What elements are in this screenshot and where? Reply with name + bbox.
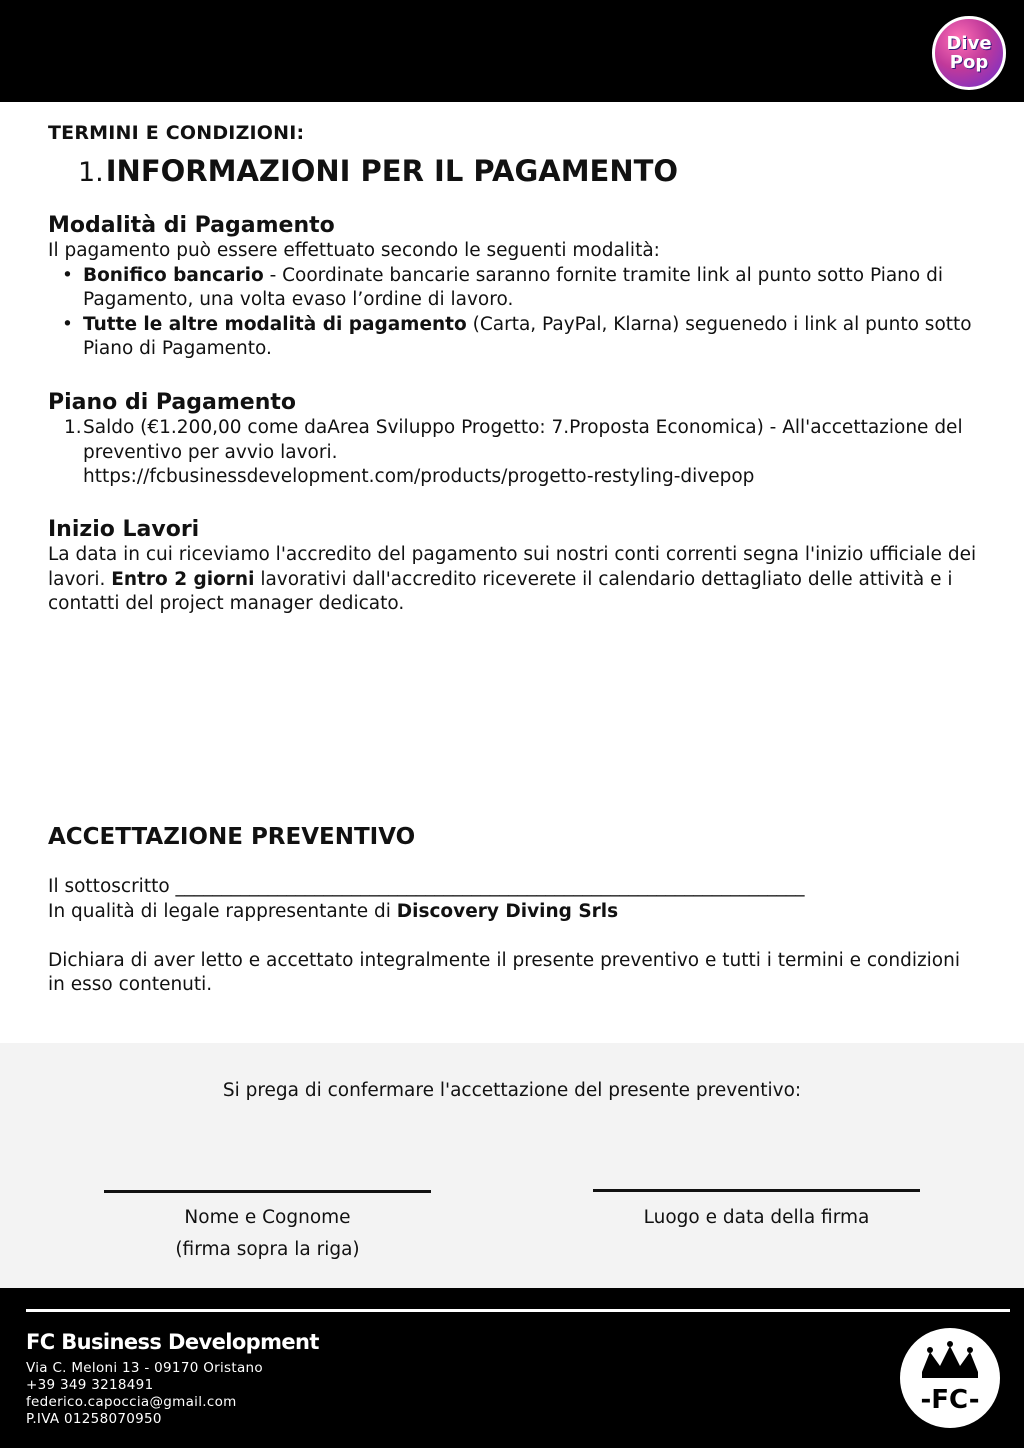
payment-plan-heading: Piano di Pagamento <box>48 390 297 415</box>
acceptance-body <box>48 875 978 998</box>
section-heading <box>78 154 678 188</box>
name-label: Nome e Cognome <box>184 1207 351 1228</box>
plan-item-text: Saldo (€1.200,00 come daArea Sviluppo Progetto: 7.Proposta Economica) - All'accettazione del preventivo per avvio lavori. <box>83 417 963 463</box>
client-company: Discovery Diving Srls <box>396 900 619 922</box>
crown-icon <box>900 1328 1000 1428</box>
work-start-deadline: Entro 2 giorni <box>111 568 255 590</box>
footer-vat: P.IVA 01258070950 <box>26 1411 162 1427</box>
payment-plan-list <box>64 416 978 490</box>
acceptance-title: ACCETTAZIONE PREVENTIVO <box>48 824 416 850</box>
logo-text-bottom: Pop <box>949 52 989 73</box>
payment-methods-section <box>48 213 978 362</box>
capacity-prefix: In qualità di legale rappresentante di <box>48 900 397 922</box>
section-title: INFORMAZIONI PER IL PAGAMENTO <box>105 154 679 188</box>
place-date-label: Luogo e data della firma <box>643 1207 870 1228</box>
footer-company-name: FC Business Development <box>26 1330 319 1354</box>
payment-methods-list <box>62 264 978 362</box>
list-item <box>64 416 978 490</box>
name-signature-line[interactable] <box>104 1190 431 1193</box>
bank-transfer-text: - Coordinate bancarie saranno fornite tramite link al punto sotto Piano di Pagamento, una volta evaso l’ordine di lavoro. <box>83 264 943 310</box>
list-item <box>62 264 978 313</box>
footer-address: Via C. Meloni 13 - 09170 Oristano <box>26 1360 263 1376</box>
payment-methods-intro: Il pagamento può essere effettuato secondo le seguenti modalità: <box>48 240 660 261</box>
other-methods-text: (Carta, PayPal, Klarna) seguenedo i link al punto sotto Piano di Pagamento. <box>83 313 972 359</box>
name-signature-label <box>104 1202 431 1266</box>
work-start-text-before: La data in cui riceviamo l'accredito del pagamento sui nostri conti correnti segna l'inizio ufficiale dei lavori. <box>48 544 977 590</box>
payment-methods-heading: Modalità di Pagamento <box>48 213 335 238</box>
place-date-signature-line[interactable] <box>593 1189 920 1192</box>
footer-phone[interactable]: +39 349 3218491 <box>26 1377 154 1393</box>
undersigned-line: Il sottoscritto ____________________________________________________________________ <box>48 876 805 897</box>
footer-contact <box>26 1360 263 1428</box>
other-methods-label: Tutte le altre modalità di pagamento <box>83 313 467 335</box>
bank-transfer-label: Bonifico bancario <box>83 264 264 286</box>
divepop-logo <box>932 16 1006 90</box>
footer-divider <box>26 1309 1010 1312</box>
footer <box>0 1288 1024 1448</box>
work-start-text-after: lavorativi dall'accredito riceverete il calendario dettagliato delle attività e i contatti del project manager dedicato. <box>48 568 953 614</box>
fc-crown-logo <box>900 1328 1000 1428</box>
logo-text-top: Dive <box>946 33 992 54</box>
capacity-line <box>48 900 978 925</box>
work-start-section <box>48 517 978 617</box>
payment-plan-section <box>48 390 978 490</box>
product-link[interactable]: https://fcbusinessdevelopment.com/products/progetto-restyling-divepop <box>83 466 755 487</box>
fc-logo-text: -FC- <box>920 1385 980 1415</box>
terms-title: TERMINI E CONDIZIONI: <box>48 122 305 144</box>
footer-email[interactable]: federico.capoccia@gmail.com <box>26 1394 237 1410</box>
plan-item-number: 1. <box>64 417 82 438</box>
declaration-text: Dichiara di aver letto e accettato integralmente il presente preventivo e tutti i termini e condizioni in esso contenuti. <box>48 949 960 995</box>
work-start-text <box>48 543 978 617</box>
list-item <box>62 313 978 362</box>
header-bar <box>0 0 1024 102</box>
section-number: 1. <box>78 157 104 188</box>
work-start-heading: Inizio Lavori <box>48 517 200 542</box>
signature-prompt: Si prega di confermare l'accettazione del presente preventivo: <box>222 1080 802 1101</box>
sign-above-hint: (firma sopra la riga) <box>175 1239 360 1260</box>
